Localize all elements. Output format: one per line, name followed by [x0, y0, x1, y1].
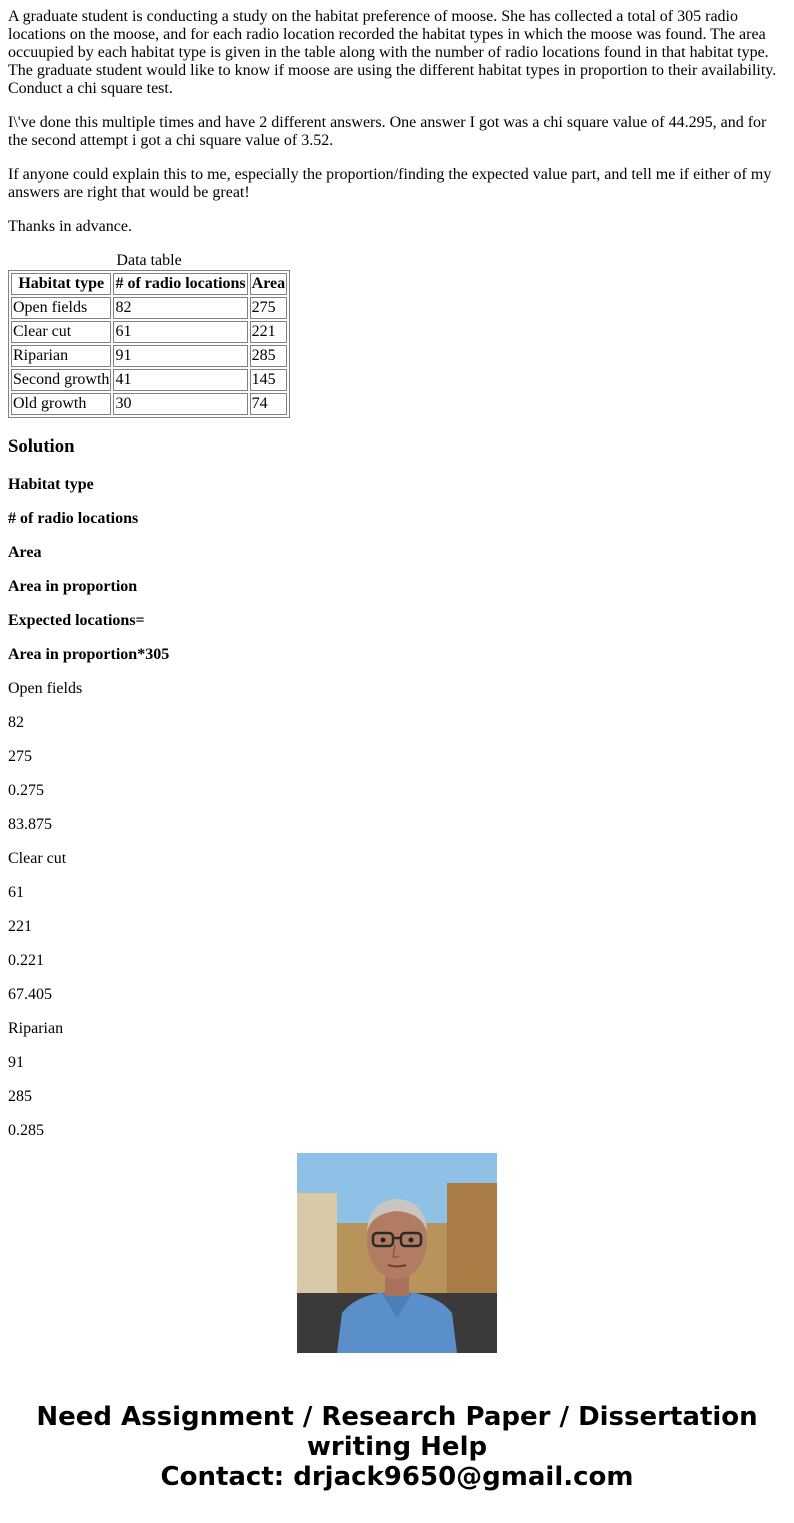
table-row [11, 321, 287, 343]
data-table [8, 252, 290, 418]
solution-value: 82 [8, 714, 24, 731]
table-cell: 145 [250, 369, 287, 391]
solution-column-label: Area [8, 544, 42, 561]
solution-value: 67.405 [8, 986, 52, 1003]
solution-value: Clear cut [8, 850, 67, 867]
solution-column-label: Habitat type [8, 476, 94, 493]
table-row [11, 297, 287, 319]
question-paragraph-3: If anyone could explain this to me, especially the proportion/finding the expected value part, and tell me if either of my answers are right that would be great! [8, 166, 772, 201]
table-cell: 221 [250, 321, 287, 343]
promo-banner [0, 1402, 794, 1492]
table-cell: Old growth [11, 393, 111, 415]
solution-value: 0.285 [8, 1122, 44, 1139]
promo-line: writing Help [306, 1432, 488, 1462]
table-cell: 285 [250, 345, 287, 367]
table-header-cell: # of radio locations [113, 273, 247, 295]
question-paragraph-1: A graduate student is conducting a study on the habitat preference of moose. She has collected a total of 305 radio locations on the moose, and for each radio location recorded the habitat types in which the moose was found. The area occuupied by each habitat type is given in the table along with the number of radio locations found in that habitat type. The graduate student would like to know if moose are using the different habitat types in proportion to their availability. Conduct a chi square test. [8, 8, 777, 97]
solution-value: 285 [8, 1088, 32, 1105]
table-cell: 74 [250, 393, 287, 415]
solution-value: 0.221 [8, 952, 44, 969]
promo-line: Need Assignment / Research Paper / Dissertation [36, 1402, 758, 1432]
solution-column-label: Expected locations= [8, 612, 145, 629]
table-header-cell: Habitat type [11, 273, 111, 295]
table-row [11, 369, 287, 391]
solution-column-label: Area in proportion [8, 578, 138, 595]
table-cell: 30 [113, 393, 247, 415]
solution-value: 91 [8, 1054, 24, 1071]
tutor-portrait-illustration [297, 1153, 497, 1353]
solution-value: Open fields [8, 680, 83, 697]
table-header-cell: Area [250, 273, 287, 295]
solution-value: 0.275 [8, 782, 44, 799]
table-row [11, 345, 287, 367]
table-cell: Second growth [11, 369, 111, 391]
solution-column-label: Area in proportion*305 [8, 646, 170, 663]
article-content [8, 0, 786, 1139]
solution-heading: Solution [8, 436, 75, 457]
table-cell: 275 [250, 297, 287, 319]
table-header-row [11, 273, 287, 295]
solution-value: Riparian [8, 1020, 64, 1037]
question-paragraph-2: I\'ve done this multiple times and have 2 different answers. One answer I got was a chi square value of 44.295, and for the second attempt i got a chi square value of 3.52. [8, 114, 767, 149]
solution-value: 275 [8, 748, 32, 765]
table-cell: 41 [113, 369, 247, 391]
solution-value: 61 [8, 884, 24, 901]
question-paragraph-4: Thanks in advance. [8, 218, 132, 235]
table-cell: 82 [113, 297, 247, 319]
solution-value: 221 [8, 918, 32, 935]
data-table-caption: Data table [116, 252, 182, 269]
table-row [11, 393, 287, 415]
table-cell: Open fields [11, 297, 111, 319]
tutor-avatar [297, 1153, 497, 1353]
table-cell: Riparian [11, 345, 111, 367]
table-cell: 61 [113, 321, 247, 343]
solution-value: 83.875 [8, 816, 52, 833]
table-cell: 91 [113, 345, 247, 367]
solution-column-label: # of radio locations [8, 510, 139, 527]
promo-contact: Contact: drjack9650@gmail.com [160, 1462, 634, 1492]
table-cell: Clear cut [11, 321, 111, 343]
